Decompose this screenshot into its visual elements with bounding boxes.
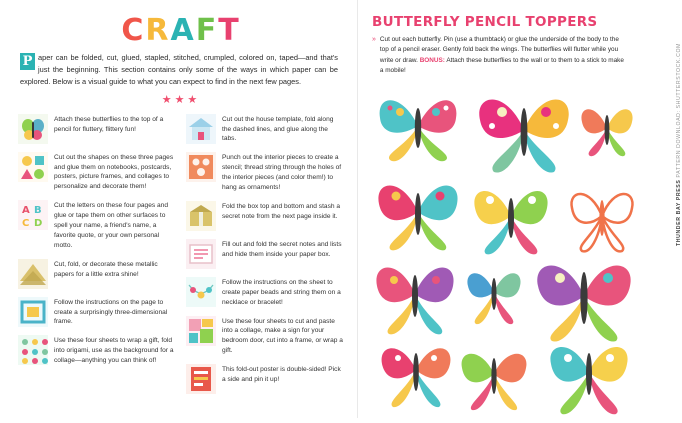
letters-thumb	[18, 200, 48, 230]
list-item-text: Cut out the house template, fold along the dashed lines, and glue along the tabs.	[222, 115, 334, 143]
poster-thumb	[186, 364, 216, 394]
list-item	[18, 297, 176, 328]
box-thumb	[186, 201, 216, 231]
guide-column-left	[18, 114, 176, 394]
butterfly-rainbow	[370, 168, 466, 259]
list-item-text: Fill out and fold the secret notes and lists and hide them inside your paper box.	[222, 240, 342, 258]
list-item-text: Fold the box top and bottom and stash a secret note from the next page inside it.	[222, 202, 341, 220]
list-item	[186, 152, 344, 193]
wrap-paper-thumb	[18, 335, 48, 365]
butterfly-instructions	[372, 35, 624, 76]
credit-light: PATTERN DOWNLOAD: SHUTTERSTOCK.COM	[676, 43, 682, 178]
list-item	[186, 201, 344, 231]
guide-columns	[18, 114, 344, 394]
credit-bold: THUNDER BAY PRESS	[676, 179, 682, 246]
list-item-text: Cut, fold, or decorate these metallic papers for a little extra shine!	[54, 260, 158, 278]
butterfly-teal-pink	[372, 84, 464, 171]
list-item	[18, 335, 176, 366]
list-item	[186, 364, 344, 394]
page-title: CRAFT	[121, 13, 241, 48]
list-item-text: Follow the instructions on the sheet to create paper beads and string them on a necklace or bracelet!	[222, 278, 341, 306]
intro-paragraph	[20, 52, 338, 89]
list-item-text: Follow the instructions on the page to create a surprisingly three-dimensional frame.	[54, 298, 168, 326]
list-item-text: Use these four sheets to wrap a gift, fold into origami, use as the background for a collage—anything you can think of!	[54, 337, 174, 365]
butterfly-teal-bottom	[540, 330, 638, 423]
list-item	[186, 277, 344, 308]
stencil-thumb	[186, 152, 216, 182]
drop-cap: P	[20, 53, 35, 70]
collage-thumb	[186, 316, 216, 346]
bonus-label: BONUS:	[419, 56, 445, 64]
butterfly-pink-teal-medium	[368, 250, 462, 343]
butterfly-coral-small	[576, 96, 638, 165]
intro-text: aper can be folded, cut, glued, stapled, stitched, crumpled, colored on, taped—and that's just the beginning. This section contains only some of the ways in which paper can be explored. Below is a visual guide to what you can expect to find in the next few pages.	[20, 53, 338, 87]
instructions-pre: Cut out each butterfly. Pin (use a thumbtack) or glue the underside of the body to the top of a pencil eraser. Gently fold back the wings. The butterflies will flutter while you write or draw.	[379, 36, 619, 64]
list-item	[18, 114, 176, 144]
bullet-arrow-icon: »	[372, 36, 376, 43]
butterfly-section-title: BUTTERFLY PENCIL TOPPERS	[372, 14, 598, 30]
secret-notes-thumb	[186, 239, 216, 269]
list-item-text: Cut out the shapes on these three pages and glue them on notebooks, postcards, posters, picture frames, and collages to personalize and decorate them!	[54, 153, 174, 191]
list-item	[18, 259, 176, 289]
butterfly-thumb	[18, 114, 48, 144]
svg-text:D: D	[34, 218, 43, 230]
list-item	[18, 200, 176, 250]
butterfly-green-coral	[454, 338, 534, 419]
svg-text:C: C	[22, 218, 30, 230]
butterfly-grid	[368, 82, 630, 412]
butterfly-magenta-large	[472, 82, 576, 181]
svg-text:B: B	[34, 205, 42, 217]
instructions-post: Attach these butterflies to the wall or to them to a stick to make a mobile!	[379, 56, 624, 74]
list-item	[186, 114, 344, 145]
metallic-paper-thumb	[18, 259, 48, 289]
list-item-text: Use these four sheets to cut and paste into a collage, make a sign for your bedroom door, cut into a frame, or wrap a gift.	[222, 317, 343, 355]
list-item	[186, 316, 344, 357]
star-divider: ★★★	[161, 93, 201, 106]
frame-thumb	[18, 297, 48, 327]
shapes-thumb	[18, 152, 48, 182]
list-item-text: Punch out the interior pieces to create a stencil; thread string through the holes of the interior pieces (and color them!) to hang as ornaments!	[222, 154, 342, 191]
publisher-credit	[676, 43, 682, 246]
butterfly-red-dots	[374, 332, 458, 415]
list-item-text: This fold-out poster is double-sided! Pick a side and pin it up!	[222, 366, 341, 384]
list-item	[18, 152, 176, 193]
paper-beads-thumb	[186, 277, 216, 307]
butterfly-blue-small	[460, 258, 528, 333]
guide-column-right	[186, 114, 344, 394]
right-page	[358, 0, 682, 418]
house-template-thumb	[186, 114, 216, 144]
list-item-text: Cut the letters on these four pages and glue or tape them on other surfaces to spell your name, a friend's name, a favorite quote, or your own personal motto.	[54, 202, 168, 249]
list-item-text: Attach these butterflies to the top of a pencil for fluttery, flittery fun!	[54, 115, 164, 133]
list-item	[186, 239, 344, 269]
svg-text:A: A	[22, 205, 30, 217]
